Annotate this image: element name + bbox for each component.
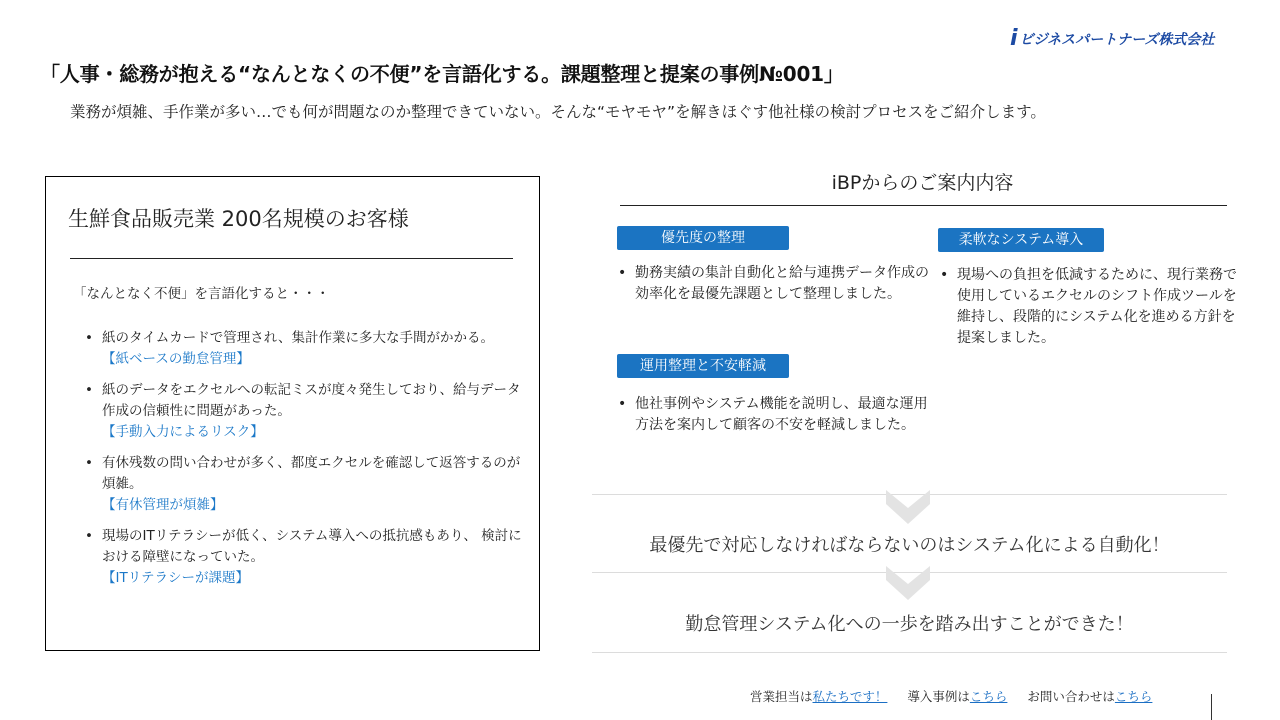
- flow-divider: [592, 652, 1227, 653]
- issue-text: 現場のITリテラシーが低く、システム導入への抵抗感もあり、 検討における障壁になっていた。: [102, 528, 522, 565]
- bullet-icon: •: [85, 382, 93, 398]
- issue-tag: 【有休管理が煩雑】: [102, 497, 224, 513]
- chevron-down-icon: [878, 564, 938, 604]
- issue-text: 有休残数の問い合わせが多く、都度エクセルを確認して返答するのが煩雑。: [102, 455, 521, 492]
- logo-text: ビジネスパートナーズ株式会社: [1019, 32, 1215, 48]
- sales-team-link[interactable]: 私たちです！: [812, 689, 888, 704]
- bullet-icon: •: [618, 396, 627, 412]
- bullet-icon: •: [85, 330, 93, 346]
- bullet-icon: •: [940, 267, 949, 283]
- footer-links: [750, 687, 1152, 705]
- proposal-item-operation: [618, 394, 930, 436]
- proposal-item-priority: [618, 263, 930, 305]
- issue-text: 紙のデータをエクセルへの転記ミスが度々発生しており、給与データ作成の信頼性に問題があった。: [102, 382, 521, 419]
- proposal-text: 現場への負担を低減するために、現行業務で使用しているエクセルのシフト作成ツールを維持し、段階的にシステム化を進める方針を提案しました。: [957, 267, 1237, 346]
- badge-priority: 優先度の整理: [617, 226, 789, 250]
- contact-link[interactable]: こちら: [1114, 689, 1153, 704]
- issue-tag: 【手動入力によるリスク】: [102, 424, 264, 440]
- client-lead: 「なんとなく不便」を言語化すると・・・: [73, 286, 330, 302]
- list-item: [85, 328, 525, 370]
- footer-separator: [1211, 694, 1212, 720]
- issue-tag: 【ITリテラシーが課題】: [102, 570, 249, 586]
- company-logo: [1010, 28, 1234, 50]
- badge-operation: 運用整理と不安軽減: [617, 354, 789, 378]
- conclusion-result: 勤怠管理システム化への一歩を踏み出すことができた！: [685, 614, 1134, 635]
- issue-list: [85, 328, 525, 599]
- issue-tag: 【紙ベースの勤怠管理】: [102, 351, 250, 367]
- proposal-title: iBPからのご案内内容: [831, 172, 1014, 194]
- bullet-icon: •: [618, 265, 627, 281]
- page-title: 「人事・総務が抱える“なんとなくの不便”を言語化する。課題整理と提案の事例№001」: [40, 62, 844, 86]
- client-title: 生鮮食品販売業 200名規模のお客様: [68, 207, 409, 231]
- list-item: [85, 380, 525, 443]
- proposal-text: 勤務実績の集計自動化と給与連携データ作成の効率化を最優先課題として整理しました。: [635, 265, 929, 302]
- conclusion-primary: 最優先で対応しなければならないのはシステム化による自動化！: [649, 535, 1170, 556]
- list-item: [85, 453, 525, 516]
- list-item: [85, 526, 525, 589]
- issue-text: 紙のタイムカードで管理され、集計作業に多大な手間がかかる。: [102, 330, 495, 346]
- footer-contact-prefix: お問い合わせは: [1027, 689, 1115, 704]
- proposal-text: 他社事例やシステム機能を説明し、最適な運用方法を案内して顧客の不安を軽減しました。: [635, 396, 928, 433]
- client-divider: [70, 258, 513, 259]
- footer-cases-prefix: 導入事例は: [907, 689, 970, 704]
- chevron-down-icon: [878, 488, 938, 528]
- proposal-item-flexible-system: [940, 265, 1247, 349]
- page-subtitle: 業務が煩雑、手作業が多い…でも何が問題なのか整理できていない。そんな“モヤモヤ”を解きほぐす他社様の検討プロセスをご紹介します。: [70, 103, 1046, 121]
- case-studies-link[interactable]: こちら: [969, 689, 1008, 704]
- bullet-icon: •: [85, 455, 93, 471]
- logo-mark-icon: i: [1010, 26, 1018, 51]
- bullet-icon: •: [85, 528, 93, 544]
- badge-flexible-system: 柔軟なシステム導入: [938, 228, 1104, 252]
- proposal-divider: [620, 205, 1227, 206]
- footer-sales-prefix: 営業担当は: [750, 689, 813, 704]
